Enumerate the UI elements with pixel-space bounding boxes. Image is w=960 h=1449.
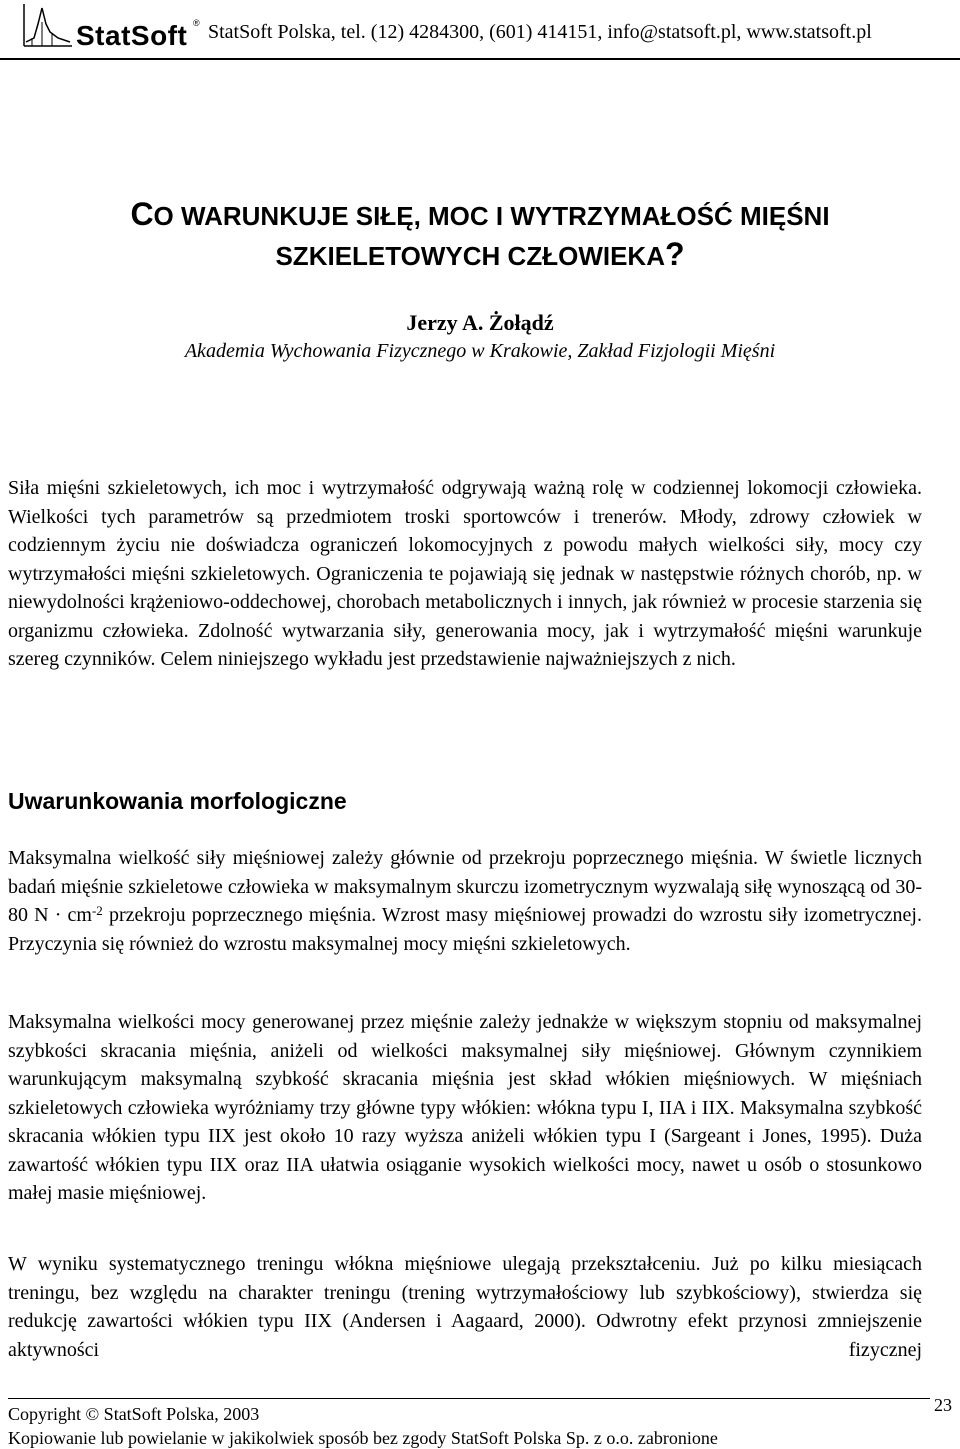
article-title-line-1 <box>0 196 960 233</box>
author-name: Jerzy A. Żołądź <box>406 310 554 335</box>
intro-paragraph: Siła mięśni szkieletowych, ich moc i wytrzymałość odgrywają ważną rolę w codziennej lokomocji człowieka. Wielkości tych parametrów są przedmiotem troski sportowców i trenerów. Młody, zdrowy człowiek w codziennym życiu nie doświadcza ograniczeń lokomocyjnych z powodu małych wielkości siły, mocy czy wytrzymałości mięśni szkieletowych. Ograniczenia te pojawiają się jednak w następstwie różnych chorób, np. w niewydolności krążeniowo-oddechowej, chorobach metabolicznych i innych, jak również w procesie starzenia się organizmu człowieka. Zdolność wytwarzania siły, generowania mocy, jak i wytrzymałość mięśni warunkuje szereg czynników. Celem niniejszego wykładu jest przedstawienie najważniejszych z nich. <box>8 477 922 670</box>
registered-mark: ® <box>193 18 200 28</box>
title-line-2-text: SZKIELETOWYCH CZŁOWIEKA <box>275 241 665 271</box>
title-line-1-text: O WARUNKUJE SIŁĘ, MOC I WYTRZYMAŁOŚĆ MIĘŚNI <box>153 201 830 231</box>
logo-wordmark: StatSoft <box>76 20 188 51</box>
page-number: 23 <box>934 1395 952 1415</box>
author-affiliation: Akademia Wychowania Fizycznego w Krakowie, Zakład Fizjologii Mięśni <box>184 340 776 362</box>
section-heading: Uwarunkowania morfologiczne <box>8 788 347 814</box>
title-question-mark: ? <box>664 236 685 272</box>
page-header <box>0 0 960 62</box>
statsoft-logo <box>10 2 200 52</box>
article-title-line-2 <box>0 236 960 273</box>
footer-notice: Kopiowanie lub powielanie w jakikolwiek sposób bez zgody StatSoft Polska Sp. z o.o. zabronione <box>8 1428 718 1448</box>
paragraph-text: przekroju poprzecznego mięśnia. Wzrost masy mięśniowej prowadzi do wzrostu siły izometrycznej. Przyczynia się również do wzrostu maksymalnej mocy mięśni szkieletowych. <box>8 904 922 955</box>
body-paragraph-3: W wyniku systematycznego treningu włókna mięśniowe ulegają przekształceniu. Już po kilku miesiącach treningu, bez względu na charakter treningu (trening wytrzymałościowy lub szybkościowy), stwierdza się redukcję zawartości włókien typu IIX (Andersen i Aagaard, 2000). Odwrotny efekt przynosi zmniejszenie aktywności fizycznej <box>8 1253 922 1361</box>
footer-copyright: Copyright © StatSoft Polska, 2003 <box>8 1404 260 1424</box>
unit-exponent: -2 <box>91 903 103 918</box>
statsoft-chart-icon <box>22 2 74 48</box>
body-paragraph-1 <box>8 844 922 958</box>
header-contact: StatSoft Polska, tel. (12) 4284300, (601) 414151, info@statsoft.pl, www.statsoft.pl <box>208 21 872 43</box>
header-divider <box>0 58 960 60</box>
body-paragraph-2: Maksymalna wielkości mocy generowanej przez mięśnie zależy jednakże w większym stopniu od maksymalnej szybkości skracania mięśnia, aniżeli od wielkości maksymalnej siły mięśniowej. Głównym czynnikiem warunkującym maksymalną szybkość skracania mięśnia jest skład włókien mięśniowych. W mięśniach szkieletowych człowieka wyróżniamy trzy główne typy włókien: włókna typu I, IIA i IIX. Maksymalna szybkość skracania włókien typu IIX jest około 10 razy wyższa aniżeli włókien typu I (Sargeant i Jones, 1995). Duża zawartość włókien typu IIX oraz IIA ułatwia osiąganie wysokich wielkości mocy, nawet u osób o stosunkowo małej masie mięśniowej. <box>8 1011 922 1204</box>
paragraph-text: Maksymalna wielkość siły mięśniowej zależy głównie od przekroju poprzecznego mięśnia. W świetle licznych badań mięśnie szkieletowe człowieka w maksymalnym skurczu izometrycznym wyzwalają siłę wynoszącą od 30-80 N · cm <box>8 847 922 926</box>
footer-divider <box>8 1398 930 1399</box>
title-initial-cap: C <box>130 196 154 232</box>
